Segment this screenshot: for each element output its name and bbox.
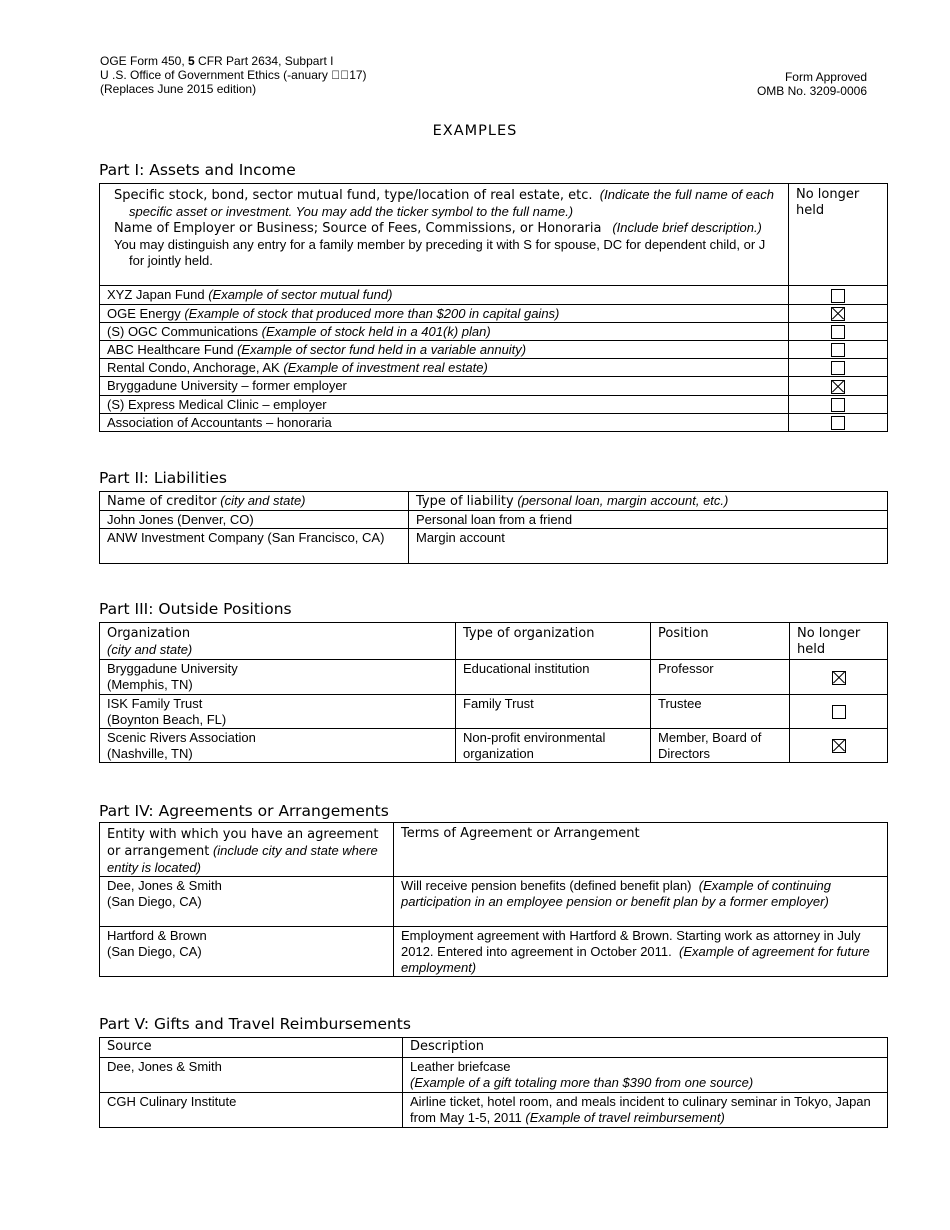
gift-source: CGH Culinary Institute	[100, 1093, 403, 1128]
part5-title: Part V: Gifts and Travel Reimbursements	[99, 1015, 411, 1033]
agreement-row	[100, 877, 888, 927]
form-approved: Form Approved	[784, 70, 867, 84]
position-row	[100, 695, 888, 729]
no-longer-held-checkbox[interactable]	[832, 739, 846, 753]
asset-row	[100, 305, 888, 323]
positions-header-row: Organization (city and state) Type of organization Position No longer held	[100, 623, 888, 660]
liabilities-header-row: Name of creditor (city and state) Type of liability (personal loan, margin account, etc.)	[100, 492, 888, 511]
asset-row	[100, 323, 888, 341]
no-longer-held-checkbox[interactable]	[832, 671, 846, 685]
org-type: Non-profit environmental organization	[456, 729, 651, 763]
assets-table	[99, 183, 888, 432]
position-row	[100, 729, 888, 763]
org-name: Scenic Rivers Association	[107, 730, 256, 745]
org-type: Educational institution	[456, 660, 651, 695]
asset-note: (Example of stock held in a 401(k) plan)	[261, 324, 491, 339]
asset-note: (Example of sector fund held in a variable annuity)	[237, 342, 527, 357]
entity-location: (San Diego, CA)	[107, 894, 202, 909]
no-longer-held-checkbox[interactable]	[832, 705, 846, 719]
entity-name: Dee, Jones & Smith	[107, 878, 222, 893]
assets-header-line3: You may distinguish any entry for a family member by preceding it with S for spouse, DC for dependent child, or J for jointly held.	[114, 237, 766, 268]
no-longer-held-checkbox[interactable]	[831, 289, 845, 303]
asset-name: Bryggadune University – former employer	[107, 378, 347, 393]
gift-description: Leather briefcase	[410, 1059, 511, 1074]
col-description: Description	[403, 1038, 888, 1058]
no-longer-held-checkbox[interactable]	[831, 343, 845, 357]
agreement-terms: Employment agreement with Hartford & Brown. Starting work as attorney in July 2012. Entered into agreement in October 2011.	[401, 928, 861, 959]
no-longer-held-checkbox[interactable]	[831, 398, 845, 412]
asset-name: ABC Healthcare Fund	[107, 342, 234, 357]
col-org-type: Type of organization	[456, 623, 651, 660]
no-longer-held-checkbox[interactable]	[831, 325, 845, 339]
gift-row	[100, 1093, 888, 1128]
col-source: Source	[100, 1038, 403, 1058]
entity-location: (San Diego, CA)	[107, 944, 202, 959]
asset-row	[100, 341, 888, 359]
office-line: U .S. Office of Government Ethics (-anuary   17)	[100, 68, 367, 82]
part2-title: Part II: Liabilities	[99, 469, 228, 487]
liabilities-table	[99, 491, 888, 564]
org-location: (Memphis, TN)	[107, 677, 193, 692]
replaces-line: (Replaces June 2015 edition)	[100, 82, 257, 96]
org-location: (Boynton Beach, FL)	[107, 712, 227, 727]
gifts-header-row	[100, 1038, 888, 1058]
position: Member, Board of Directors	[651, 729, 790, 763]
part4-title: Part IV: Agreements or Arrangements	[99, 802, 389, 820]
org-name: Bryggadune University	[107, 661, 238, 676]
gift-note: (Example of a gift totaling more than $390 from one source)	[410, 1075, 754, 1090]
agreement-terms: Will receive pension benefits (defined benefit plan)	[401, 878, 692, 893]
part1-title: Part I: Assets and Income	[99, 161, 296, 179]
agreement-note: (Example of continuing participation in an employee pension or benefit plan by a former employer)	[401, 878, 831, 909]
assets-header-cell: Specific stock, bond, sector mutual fund, type/location of real estate, etc. (Indicate the full name of each specific asset or investment. You may add the ticker symbol to the full name.) Name of Employer or Business; Source of Fees, Commissions, or Honoraria (Include brief description.) You may distinguish any entry for a family member by preceding it with S for spouse, DC for dependent child, or J for jointly held.	[100, 184, 789, 286]
col-position: Position	[651, 623, 790, 660]
org-location: (Nashville, TN)	[107, 746, 193, 761]
asset-note: (Example of investment real estate)	[283, 360, 488, 375]
entity-name: Hartford & Brown	[107, 928, 207, 943]
creditor-name: ANW Investment Company (San Francisco, CA)	[100, 529, 409, 564]
asset-name: OGE Energy	[107, 306, 181, 321]
agreement-note: (Example of agreement for future employment)	[401, 944, 870, 975]
org-name: ISK Family Trust	[107, 696, 203, 711]
position: Trustee	[651, 695, 790, 729]
col-no-longer-held: No longer held	[790, 623, 888, 660]
asset-row	[100, 286, 888, 305]
form-header-left	[100, 54, 367, 96]
org-type: Family Trust	[456, 695, 651, 729]
col-creditor: Name of creditor	[107, 494, 217, 509]
assets-header-row	[100, 184, 888, 286]
asset-name: (S) Express Medical Clinic – employer	[107, 397, 327, 412]
asset-name: XYZ Japan Fund	[107, 287, 205, 302]
asset-row	[100, 359, 888, 377]
agreements-table	[99, 822, 888, 977]
col-terms: Terms of Agreement or Arrangement	[394, 823, 888, 877]
col-organization: Organization	[107, 626, 191, 641]
form-header-right	[757, 70, 867, 98]
agreement-row	[100, 927, 888, 977]
asset-row	[100, 396, 888, 414]
agreements-header-row: Entity with which you have an agreement or arrangement (include city and state where entity is located) Terms of Agreement or Arrangement	[100, 823, 888, 877]
no-longer-held-checkbox[interactable]	[831, 416, 845, 430]
asset-name: Rental Condo, Anchorage, AK	[107, 360, 280, 375]
assets-header-line1: Specific stock, bond, sector mutual fund, type/location of real estate, etc.	[114, 188, 593, 203]
positions-table	[99, 622, 888, 763]
asset-name: Association of Accountants – honoraria	[107, 415, 332, 430]
col-entity: Entity with which you have an agreement or arrangement	[107, 827, 379, 859]
liability-type: Margin account	[409, 529, 888, 564]
asset-note: (Example of sector mutual fund)	[208, 287, 393, 302]
asset-row	[100, 377, 888, 396]
asset-row	[100, 414, 888, 432]
gifts-table	[99, 1037, 888, 1128]
no-longer-held-checkbox[interactable]	[831, 380, 845, 394]
gift-description: Airline ticket, hotel room, and meals incident to culinary seminar in Tokyo, Japan from May 1-5, 2011	[410, 1094, 871, 1125]
gift-source: Dee, Jones & Smith	[100, 1058, 403, 1093]
col-liability-type: Type of liability	[416, 494, 514, 509]
gift-note: (Example of travel reimbursement)	[525, 1110, 725, 1125]
assets-header-line2: Name of Employer or Business; Source of Fees, Commissions, or Honoraria	[114, 221, 602, 236]
page-title: EXAMPLES	[432, 123, 518, 139]
asset-name: (S) OGC Communications	[107, 324, 258, 339]
col-no-longer-held: No longer held	[789, 184, 888, 286]
gift-row	[100, 1058, 888, 1093]
liability-type: Personal loan from a friend	[409, 511, 888, 529]
omb-number: OMB No. 3209-0006	[756, 84, 867, 98]
position: Professor	[651, 660, 790, 695]
position-row	[100, 660, 888, 695]
part3-title: Part III: Outside Positions	[99, 600, 292, 618]
no-longer-held-checkbox[interactable]	[831, 307, 845, 321]
liability-row	[100, 529, 888, 564]
creditor-name: John Jones (Denver, CO)	[100, 511, 409, 529]
no-longer-held-checkbox[interactable]	[831, 361, 845, 375]
form-id-line: OGE Form 450, 5 CFR Part 2634, Subpart I	[100, 54, 334, 68]
liability-row	[100, 511, 888, 529]
asset-note: (Example of stock that produced more than $200 in capital gains)	[184, 306, 560, 321]
